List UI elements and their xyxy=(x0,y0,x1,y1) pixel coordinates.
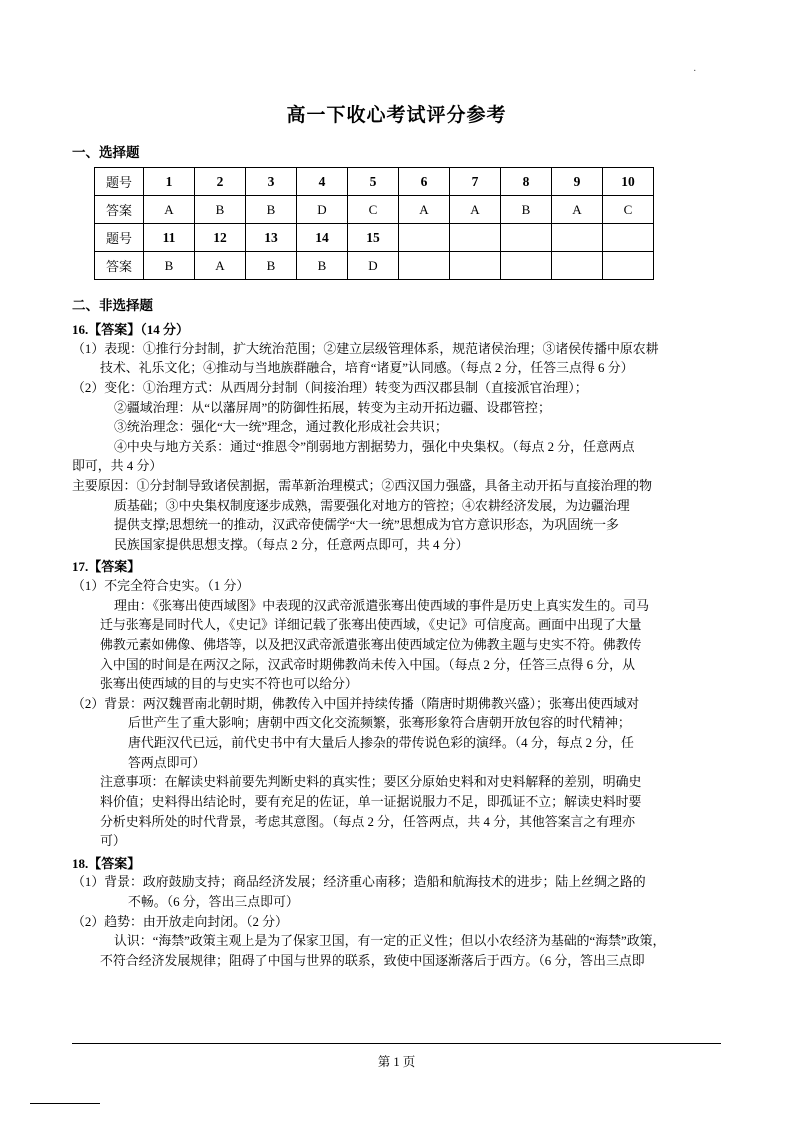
table-cell: D xyxy=(348,252,399,280)
table-cell: A xyxy=(144,196,195,224)
row-label-number-1: 题号 xyxy=(95,168,144,196)
table-cell: A xyxy=(399,196,450,224)
table-cell xyxy=(450,224,501,252)
question-16 xyxy=(72,320,721,555)
answer-line: 民族国家提供思想支撑。（每点 2 分，任意两点即可，共 4 分） xyxy=(114,537,469,552)
table-cell xyxy=(399,252,450,280)
answer-line: 注意事项：在解读史料前要先判断史料的真实性；要区分原始史料和对史料解释的差别，明确史 xyxy=(100,775,642,790)
table-cell xyxy=(501,252,552,280)
answer-line: （2）背景：两汉魏晋南北朝时期，佛教传入中国并持续传播（隋唐时期佛教兴盛）；张骞出使西域对 xyxy=(72,696,640,711)
table-cell xyxy=(399,224,450,252)
table-cell: 4 xyxy=(297,168,348,196)
footer-divider xyxy=(72,1043,721,1044)
question-16-head: 16.【答案】（14 分） xyxy=(72,322,190,337)
table-row-answers-2 xyxy=(95,252,654,280)
table-cell: A xyxy=(552,196,603,224)
answer-line: ②疆域治理：从“以藩屏周”的防御性拓展，转变为主动开拓边疆、设郡管控； xyxy=(114,400,551,415)
table-cell: C xyxy=(348,196,399,224)
answer-table xyxy=(94,167,654,280)
question-18 xyxy=(72,854,721,972)
table-cell: 11 xyxy=(144,224,195,252)
table-cell: 3 xyxy=(246,168,297,196)
corner-mark xyxy=(30,1103,100,1104)
table-cell: 1 xyxy=(144,168,195,196)
table-cell xyxy=(603,252,654,280)
question-17-head: 17.【答案】 xyxy=(72,559,141,575)
answer-line: ④中央与地方关系：通过“推恩令”削弱地方割据势力，强化中央集权。（每点 2 分，任意两点 xyxy=(114,439,635,454)
table-cell: B xyxy=(246,252,297,280)
answer-line: 不符合经济发展规律；阻碍了中国与世界的联系，致使中国逐渐落后于西方。（6 分，答出三点即 xyxy=(100,953,645,968)
table-cell: 10 xyxy=(603,168,654,196)
answer-line: （1）背景：政府鼓励支持；商品经济发展；经济重心南移；造船和航海技术的进步；陆上丝绸之路的 xyxy=(72,875,646,890)
table-cell: 12 xyxy=(195,224,246,252)
answer-line: 唐代距汉代已远，前代史书中有大量后人掺杂的带传说色彩的演绎。（4 分，每点 2 分，任 xyxy=(128,736,634,751)
table-cell: B xyxy=(144,252,195,280)
table-cell: 7 xyxy=(450,168,501,196)
table-row-answers-1 xyxy=(95,196,654,224)
row-label-number-2: 题号 xyxy=(95,224,144,252)
answer-line: （2）变化：①治理方式：从西周分封制（间接治理）转变为西汉郡县制（直接派官治理）； xyxy=(72,380,588,395)
table-cell: B xyxy=(246,196,297,224)
table-cell xyxy=(501,224,552,252)
answer-line: 迁与张骞是同时代人，《史记》详细记载了张骞出使西域，《史记》可信度高。画面中出现了大量 xyxy=(100,618,642,633)
table-row-numbers-2 xyxy=(95,224,654,252)
table-cell xyxy=(603,224,654,252)
answer-line: 技术、礼乐文化；④推动与当地族群融合，培育“诸夏”认同感。（每点 2 分，任答三点得 6 分） xyxy=(100,361,634,376)
answer-line: 不畅。（6 分，答出三点即可） xyxy=(128,895,299,910)
table-cell: B xyxy=(501,196,552,224)
answer-line: 答两点即可） xyxy=(128,755,206,770)
answer-line: 主要原因：①分封制导致诸侯割据，需革新治理模式；②西汉国力强盛，具备主动开拓与直接治理的物 xyxy=(72,479,653,494)
answer-line: 即可，共 4 分） xyxy=(72,459,163,474)
table-cell: B xyxy=(195,196,246,224)
section-heading-choice: 一、选择题 xyxy=(72,145,140,160)
answer-line: 质基础；③中央集权制度逐步成熟，需要强化对地方的管控；④农耕经济发展，为边疆治理 xyxy=(114,498,630,513)
answer-line: 理由：《张骞出使西域图》中表现的汉武帝派遣张骞出使西域的事件是历史上真实发生的。司马 xyxy=(114,598,649,613)
table-cell: D xyxy=(297,196,348,224)
question-17 xyxy=(72,557,721,851)
table-cell: 14 xyxy=(297,224,348,252)
page-footer: 第 1 页 xyxy=(377,1055,416,1069)
table-cell: A xyxy=(195,252,246,280)
table-cell: 2 xyxy=(195,168,246,196)
table-cell: 6 xyxy=(399,168,450,196)
section-heading-essay: 二、非选择题 xyxy=(72,298,153,313)
answer-line: 佛教元素如佛像、佛塔等，以及把汉武帝派遣张骞出使西域定位为佛教主题与史实不符。佛教传 xyxy=(100,638,642,653)
table-cell: 13 xyxy=(246,224,297,252)
table-cell: A xyxy=(450,196,501,224)
answer-line: ③统治理念：强化“大一统”理念，通过教化形成社会共识； xyxy=(114,420,448,435)
answer-line: （1）不完全符合史实。（1 分） xyxy=(72,579,250,594)
answer-line: 分析史料所处的时代背景，考虑其意图。（每点 2 分，任答两点，共 4 分，其他答案言之有理亦 xyxy=(100,814,635,829)
answer-line: 可） xyxy=(100,834,126,849)
table-row-numbers-1 xyxy=(95,168,654,196)
table-cell: 8 xyxy=(501,168,552,196)
table-cell xyxy=(450,252,501,280)
table-cell xyxy=(552,224,603,252)
page-title: 高一下收心考试评分参考 xyxy=(286,105,507,126)
table-cell: 15 xyxy=(348,224,399,252)
row-label-answer-2: 答案 xyxy=(95,252,144,280)
answer-line: 张骞出使西域的目的与史实不符也可以给分） xyxy=(100,677,358,692)
answer-line: （1）表现：①推行分封制，扩大统治范围；②建立层级管理体系，规范诸侯治理；③诸侯传播中原农耕 xyxy=(72,341,659,356)
question-18-head: 18.【答案】 xyxy=(72,855,141,871)
table-cell: 5 xyxy=(348,168,399,196)
row-label-answer-1: 答案 xyxy=(95,196,144,224)
answer-line: （2）趋势：由开放走向封闭。（2 分） xyxy=(72,914,288,929)
answer-line: 料价值；史料得出结论时，要有充足的佐证，单一证据说服力不足，即孤证不立；解读史料时要 xyxy=(100,794,642,809)
answer-line: 入中国的时间是在两汉之际，汉武帝时期佛教尚未传入中国。（每点 2 分，任答三点得 6 分，从 xyxy=(100,657,635,672)
answer-line: 提供支撑;思想统一的推动，汉武帝使儒学“大一统”思想成为官方意识形态，为巩固统一多 xyxy=(114,518,619,533)
page-dot-marker: . xyxy=(693,63,696,74)
table-cell: 9 xyxy=(552,168,603,196)
answer-line: 认识：“海禁”政策主观上是为了保家卫国，有一定的正义性；但以小农经济为基础的“海禁”政策， xyxy=(114,934,666,949)
table-cell: B xyxy=(297,252,348,280)
table-cell: C xyxy=(603,196,654,224)
answer-line: 后世产生了重大影响；唐朝中西文化交流频繁，张骞形象符合唐朝开放包容的时代精神； xyxy=(128,716,631,731)
table-cell xyxy=(552,252,603,280)
